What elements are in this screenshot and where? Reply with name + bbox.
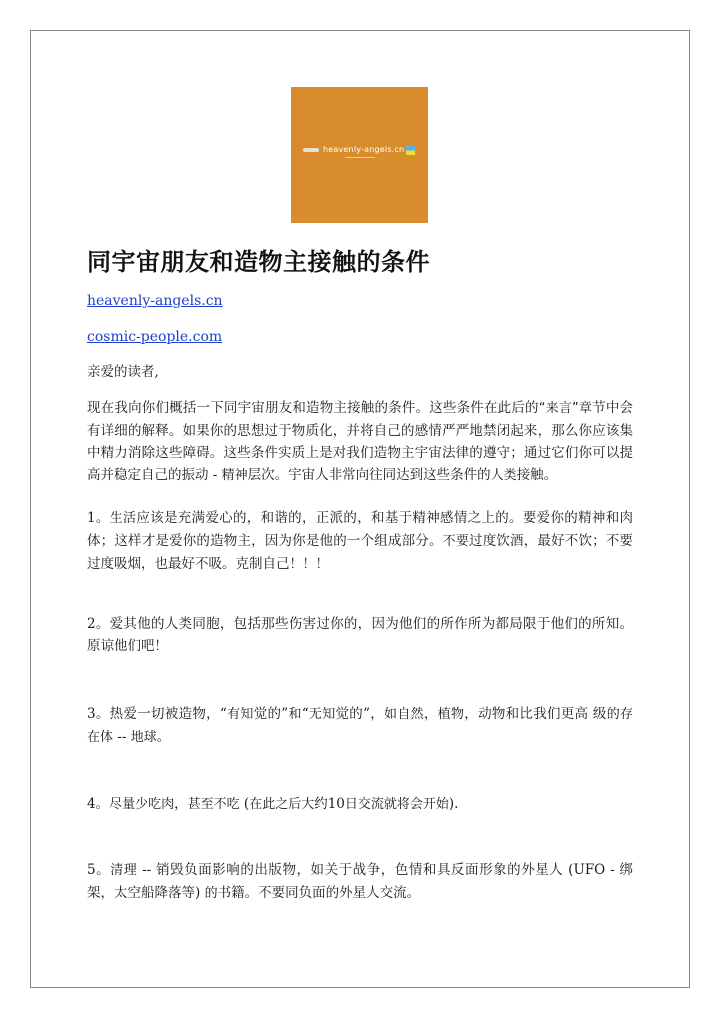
keyword-contact-begins: 日交流就将会开始 [344,797,449,812]
condition-text: 。 [156,729,171,745]
intro-text: 节中会有详细的解释。如果你的思想过于物质化，并将自己的感情严严地禁闭起来，那么你应该集中精力消除这些障碍。这些条件实质上是对我们造物主宇宙法律的遵守；通过它们你可以提高并稳定自己的振动 - [87,400,634,483]
condition-text: ). [448,796,459,812]
condition-1 [87,507,633,576]
condition-text: -- 销毁负面影响的出版物，如关于战争，色情和具反面形象的外星人 (UFO - 绑架，太空船降落等) [87,862,633,901]
condition-3 [87,703,633,749]
keyword-earth: 地球 [130,730,157,745]
condition-text: 过度饮酒，最好不饮；不要过度吸烟，也最好不吸。克制自己 [87,533,633,572]
condition-text: 书籍。不要同负面的外星人交流。 [217,885,421,901]
logo-banner [303,143,415,163]
keyword-of: 的 [204,886,218,901]
flag-icon [406,146,415,155]
keyword-plants: 植物 [437,707,465,722]
condition-text: ， [174,796,188,812]
condition-text: 应该是充满爱心的，和谐的，正派的，和基于精神感情之上的。要爱你的精神和肉体；这样才是爱你的造物主，因为你是他的一个组成部分。 [87,510,633,549]
intro-paragraph [87,397,633,487]
intro-keyword-human: 人类 [490,468,517,483]
greeting: 亲爱的读者, [87,364,159,380]
exclamations: ！！！ [289,557,329,572]
logo-text: heavenly-angels.cn [323,145,405,154]
condition-text: ， [423,706,438,722]
condition-text: ( [239,796,250,812]
link-cosmic-people[interactable]: cosmic-people.com [87,329,223,345]
condition-text: 约10 [314,796,345,812]
angel-wing-icon [303,148,319,152]
keyword-life: 生活 [109,511,137,526]
link-heavenly-angels[interactable]: heavenly-angels.cn [87,293,223,309]
condition-2 [87,613,633,658]
condition-text: 2。爱其他的人类同胞，包括那些伤害过你的，因为他们的所作所为都局限于他们的所知。原谅他们吧 [87,616,633,654]
condition-4 [87,793,633,816]
condition-number: 4。 [87,796,110,812]
condition-text: 觉的”， [335,706,385,722]
keyword-beings: 的存在体 [87,707,633,745]
intro-text: 现在我向你们概括一下同宇宙朋友和造物主接触的条件。这些条件在此后的 [87,400,539,416]
keyword-less-meat: 尽量少吃肉 [109,797,175,812]
keyword-unconscious: 无知 [308,707,336,722]
keyword-dont: 不要 [442,534,470,549]
site-logo [291,87,428,223]
condition-text: 3。热爱一切被造物，“ [87,706,227,722]
keyword-and: 和 [288,707,302,722]
condition-number: 1。 [87,510,110,526]
condition-text: ，动物和比我们更高 级 [464,706,607,722]
intro-text: 接触。 [516,467,558,483]
logo-underline [345,157,375,158]
condition-text: -- [113,729,131,745]
intro-keyword-laiyan: “来言”章 [538,401,593,416]
condition-text: “ [301,706,309,722]
keyword-after-this: 在此之后大 [249,797,315,812]
page-title: 同宇宙朋友和造物主接触的条件 [87,248,430,276]
keyword-nature: 如自然 [384,707,424,722]
condition-5 [87,859,633,905]
keyword-clean: 清理 [110,863,138,878]
condition-text: 觉的” [253,706,289,722]
condition-number: 5。 [87,862,111,878]
intro-text: 层次。宇宙人非常向往同达到这些条件的 [247,467,491,483]
exclamation: ！ [154,639,168,654]
keyword-not-eat: 甚至不吃 [187,797,240,812]
intro-keyword-spirit: 精神 [221,468,248,483]
keyword-conscious: 有知 [226,707,254,722]
